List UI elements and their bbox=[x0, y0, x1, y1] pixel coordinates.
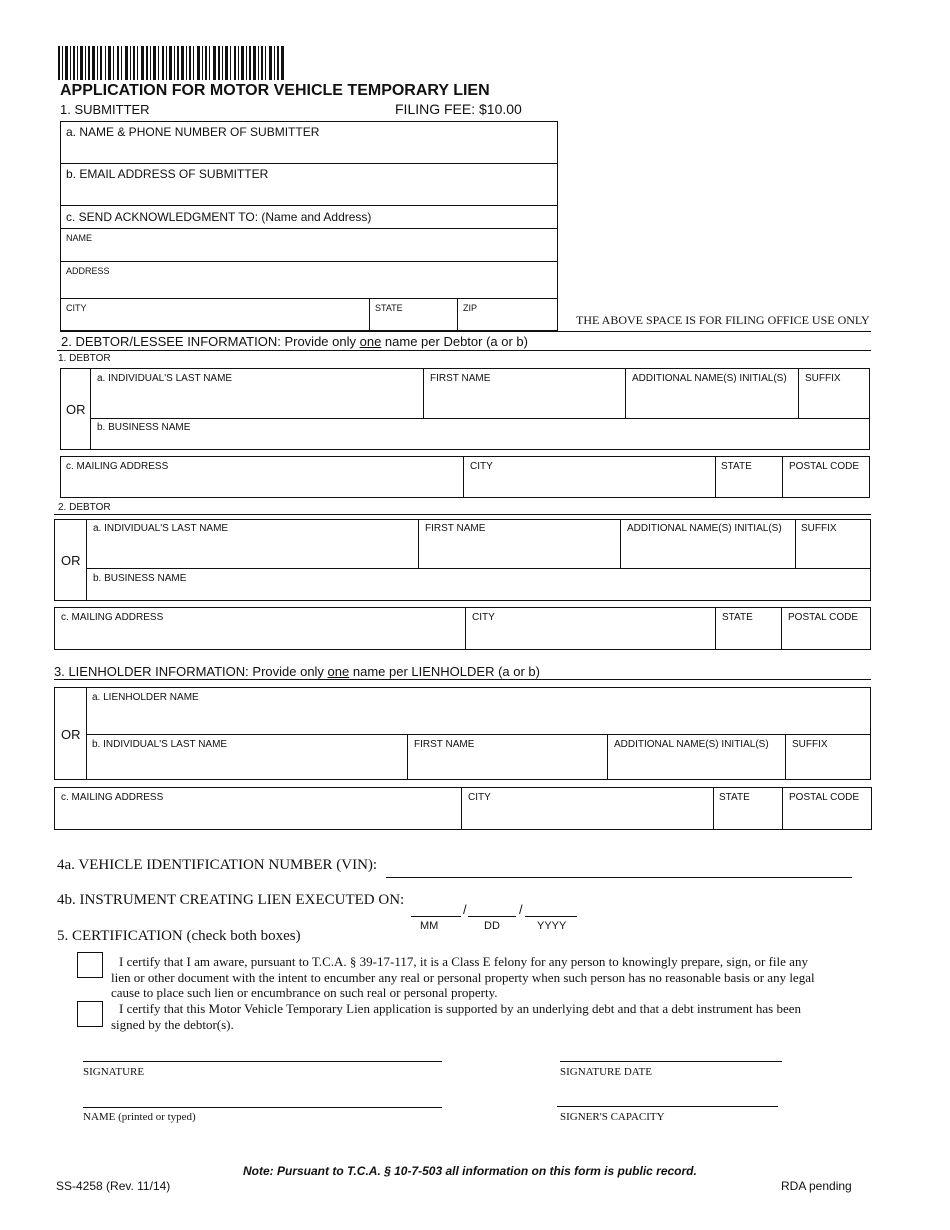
ack-address-label: ADDRESS bbox=[66, 266, 110, 276]
lienholder-state-label: STATE bbox=[719, 792, 750, 803]
ack-state-input[interactable] bbox=[371, 313, 455, 330]
debtor-1-state-label: STATE bbox=[721, 461, 752, 472]
debtor-2-last-name-input[interactable] bbox=[88, 540, 416, 566]
debtor-1-city-label: CITY bbox=[470, 461, 493, 472]
debtor-2-postal-input[interactable] bbox=[783, 627, 869, 648]
lienholder-last-name-input[interactable] bbox=[88, 754, 405, 778]
debtor-1-label: 1. DEBTOR bbox=[58, 353, 111, 364]
debtor-2-mailing-label: c. MAILING ADDRESS bbox=[61, 612, 164, 623]
debtor-1-business-label: b. BUSINESS NAME bbox=[97, 422, 191, 433]
debtor-2-additional-label: ADDITIONAL NAME(S) INITIAL(S) bbox=[627, 523, 782, 534]
vin-input[interactable] bbox=[386, 858, 852, 877]
submitter-name-phone-label: a. NAME & PHONE NUMBER OF SUBMITTER bbox=[66, 125, 320, 139]
signer-capacity-label: SIGNER'S CAPACITY bbox=[560, 1111, 665, 1123]
lienholder-name-input[interactable] bbox=[88, 706, 869, 732]
debtor-2-additional-input[interactable] bbox=[622, 540, 793, 566]
debtor-1-last-name-label: a. INDIVIDUAL'S LAST NAME bbox=[97, 373, 233, 384]
debtor-2-or: OR bbox=[61, 553, 81, 568]
instrument-date-label: 4b. INSTRUMENT CREATING LIEN EXECUTED ON: bbox=[57, 892, 405, 908]
lienholder-suffix-input[interactable] bbox=[787, 754, 869, 778]
lienholder-postal-input[interactable] bbox=[784, 807, 870, 828]
date-yyyy-input[interactable] bbox=[525, 899, 577, 916]
filing-office-note: THE ABOVE SPACE IS FOR FILING OFFICE USE ONLY bbox=[576, 313, 870, 327]
debtor-1-state-input[interactable] bbox=[717, 476, 780, 496]
debtor-2-state-label: STATE bbox=[722, 612, 753, 623]
ack-name-input[interactable] bbox=[61, 243, 557, 260]
debtor-1-postal-label: POSTAL CODE bbox=[789, 461, 860, 472]
lienholder-additional-label: ADDITIONAL NAME(S) INITIAL(S) bbox=[614, 739, 769, 750]
submitter-email-input[interactable] bbox=[61, 182, 557, 204]
debtor-1-mailing-input[interactable] bbox=[61, 476, 461, 496]
submitter-name-phone-input[interactable] bbox=[61, 140, 557, 162]
debtor-1-or: OR bbox=[66, 402, 86, 417]
date-mm-input[interactable] bbox=[411, 899, 461, 916]
date-slash-2: / bbox=[519, 902, 523, 917]
debtor-2-first-name-input[interactable] bbox=[420, 540, 618, 566]
lienholder-suffix-label: SUFFIX bbox=[792, 739, 828, 750]
signer-capacity-input[interactable] bbox=[557, 1085, 778, 1106]
ack-city-input[interactable] bbox=[61, 313, 367, 330]
debtor-1-first-name-label: FIRST NAME bbox=[430, 373, 491, 384]
filing-fee: FILING FEE: $10.00 bbox=[395, 101, 522, 117]
debtor-1-business-input[interactable] bbox=[92, 433, 868, 449]
send-ack-label: c. SEND ACKNOWLEDGMENT TO: (Name and Address) bbox=[66, 210, 372, 224]
debtor-1-suffix-label: SUFFIX bbox=[805, 373, 841, 384]
certification-title: 5. CERTIFICATION (check both boxes) bbox=[57, 928, 301, 944]
signature-date-label: SIGNATURE DATE bbox=[560, 1066, 652, 1078]
lienholder-first-name-label: FIRST NAME bbox=[414, 739, 475, 750]
rda-status: RDA pending bbox=[781, 1179, 852, 1193]
lienholder-or: OR bbox=[61, 727, 81, 742]
debtor-1-mailing-label: c. MAILING ADDRESS bbox=[66, 461, 169, 472]
certification-1-checkbox[interactable] bbox=[77, 952, 103, 978]
public-record-note: Note: Pursuant to T.C.A. § 10-7-503 all information on this form is public record. bbox=[243, 1164, 697, 1178]
lienholder-last-name-label: b. INDIVIDUAL'S LAST NAME bbox=[92, 739, 228, 750]
ack-state-label: STATE bbox=[375, 303, 403, 313]
debtor-2-suffix-label: SUFFIX bbox=[801, 523, 837, 534]
lienholder-city-label: CITY bbox=[468, 792, 491, 803]
debtor-2-suffix-input[interactable] bbox=[797, 540, 869, 566]
debtor-1-city-input[interactable] bbox=[465, 476, 713, 496]
debtor-2-postal-label: POSTAL CODE bbox=[788, 612, 859, 623]
printed-name-label: NAME (printed or typed) bbox=[83, 1111, 196, 1123]
ack-zip-label: ZIP bbox=[463, 303, 478, 313]
date-dd-label: DD bbox=[484, 920, 500, 932]
debtor-2-business-label: b. BUSINESS NAME bbox=[93, 573, 187, 584]
debtor-2-city-label: CITY bbox=[472, 612, 495, 623]
date-mm-label: MM bbox=[420, 920, 439, 932]
section-1-title: 1. SUBMITTER bbox=[60, 102, 150, 117]
vin-label: 4a. VEHICLE IDENTIFICATION NUMBER (VIN): bbox=[57, 857, 378, 873]
signature-label: SIGNATURE bbox=[83, 1066, 145, 1078]
section-3-title: 3. LIENHOLDER INFORMATION: Provide only one name per LIENHOLDER (a or b) bbox=[54, 664, 540, 679]
barcode-graphic bbox=[58, 46, 284, 80]
lienholder-name-label: a. LIENHOLDER NAME bbox=[92, 692, 199, 703]
date-dd-input[interactable] bbox=[468, 899, 516, 916]
printed-name-input[interactable] bbox=[83, 1086, 442, 1107]
debtor-1-last-name-input[interactable] bbox=[92, 390, 421, 416]
ack-address-input[interactable] bbox=[61, 277, 557, 297]
debtor-1-first-name-input[interactable] bbox=[425, 390, 623, 416]
signature-input[interactable] bbox=[83, 1040, 442, 1061]
certification-1-text: I certify that I am aware, pursuant to T.C.A. § 39-17-117, it is a Class E felony for any person to knowingly prepare, sign, or file any lien or other document with the intent to encumber any real or personal property when such person has no reasonable basis or any legal cause to place such lien or encumbrance on such real or personal property. bbox=[111, 954, 815, 1000]
debtor-1-additional-label: ADDITIONAL NAME(S) INITIAL(S) bbox=[632, 373, 787, 384]
certification-2-text: I certify that this Motor Vehicle Temporary Lien application is supported by an underlying debt and that a debt instrument has been signed by the debtor(s). bbox=[111, 1001, 802, 1032]
lienholder-additional-input[interactable] bbox=[609, 754, 783, 778]
debtor-2-business-input[interactable] bbox=[88, 584, 869, 600]
debtor-2-last-name-label: a. INDIVIDUAL'S LAST NAME bbox=[93, 523, 229, 534]
debtor-2-city-input[interactable] bbox=[467, 627, 713, 648]
certification-2-checkbox[interactable] bbox=[77, 1001, 103, 1027]
debtor-1-additional-input[interactable] bbox=[627, 390, 796, 416]
submitter-email-label: b. EMAIL ADDRESS OF SUBMITTER bbox=[66, 167, 269, 181]
signature-date-input[interactable] bbox=[560, 1040, 782, 1061]
lienholder-postal-label: POSTAL CODE bbox=[789, 792, 860, 803]
debtor-2-state-input[interactable] bbox=[717, 627, 779, 648]
lienholder-state-input[interactable] bbox=[715, 807, 780, 828]
debtor-2-mailing-input[interactable] bbox=[56, 627, 463, 648]
form-id: SS-4258 (Rev. 11/14) bbox=[56, 1179, 171, 1193]
section-2-title: 2. DEBTOR/LESSEE INFORMATION: Provide only one name per Debtor (a or b) bbox=[61, 334, 528, 349]
debtor-2-label: 2. DEBTOR bbox=[58, 502, 111, 513]
lienholder-city-input[interactable] bbox=[463, 807, 711, 828]
ack-city-label: CITY bbox=[66, 303, 87, 313]
debtor-1-postal-input[interactable] bbox=[784, 476, 868, 496]
debtor-2-first-name-label: FIRST NAME bbox=[425, 523, 486, 534]
debtor-1-suffix-input[interactable] bbox=[800, 390, 868, 416]
ack-zip-input[interactable] bbox=[459, 313, 556, 330]
date-yyyy-label: YYYY bbox=[537, 920, 567, 932]
lienholder-mailing-label: c. MAILING ADDRESS bbox=[61, 792, 164, 803]
lienholder-mailing-input[interactable] bbox=[56, 807, 459, 828]
ack-name-label: NAME bbox=[66, 233, 93, 243]
lienholder-first-name-input[interactable] bbox=[409, 754, 605, 778]
form-title: APPLICATION FOR MOTOR VEHICLE TEMPORARY LIEN bbox=[60, 82, 490, 99]
date-slash-1: / bbox=[463, 902, 467, 917]
